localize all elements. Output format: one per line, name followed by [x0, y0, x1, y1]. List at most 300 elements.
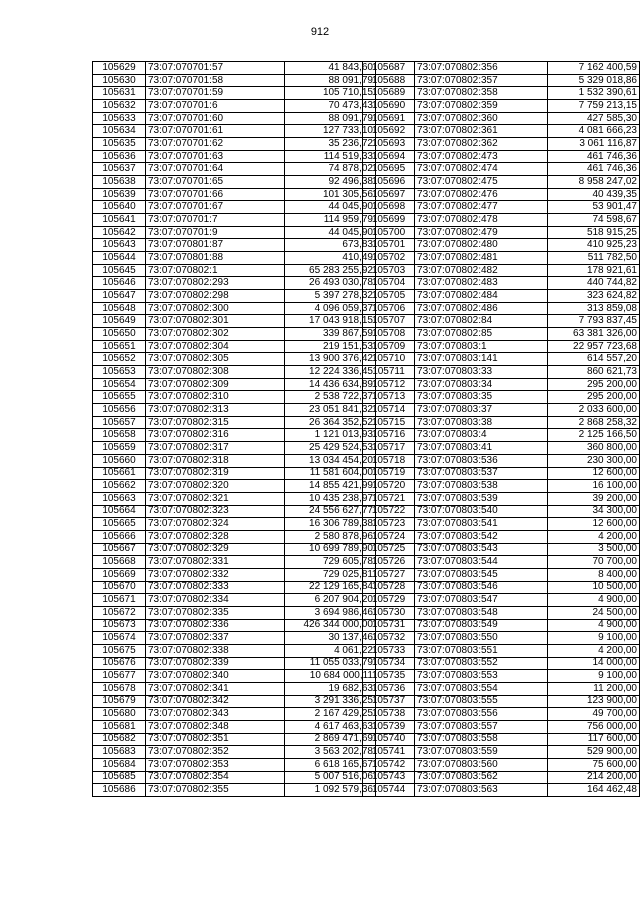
table-row	[93, 315, 376, 328]
table-row	[93, 340, 376, 353]
value-cell: 729 025,81	[285, 568, 376, 581]
table-row	[93, 176, 376, 189]
row-number-cell: 105663	[93, 492, 146, 505]
row-number-cell: 105639	[93, 188, 146, 201]
value-cell: 10 435 238,97	[285, 492, 376, 505]
table-row	[363, 163, 640, 176]
value-cell: 41 843,60	[285, 62, 376, 75]
value-cell: 4 617 463,63	[285, 720, 376, 733]
cadastral-number-cell: 73:07:070803:545	[415, 568, 548, 581]
value-cell: 105 710,15	[285, 87, 376, 100]
table-row	[363, 746, 640, 759]
row-number-cell: 105734	[363, 657, 415, 670]
value-cell: 410,49	[285, 252, 376, 265]
row-number-cell: 105728	[363, 581, 415, 594]
row-number-cell: 105738	[363, 708, 415, 721]
table-row	[363, 543, 640, 556]
value-cell: 3 500,00	[547, 543, 639, 556]
table-row	[93, 201, 376, 214]
cadastral-number-cell: 73:07:070802:338	[146, 644, 285, 657]
value-cell: 2 869 471,69	[285, 733, 376, 746]
value-cell: 461 746,36	[547, 163, 639, 176]
row-number-cell: 105635	[93, 138, 146, 151]
row-number-cell: 105691	[363, 112, 415, 125]
cadastral-number-cell: 73:07:070802:313	[146, 404, 285, 417]
cadastral-number-cell: 73:07:070803:563	[415, 784, 548, 797]
table-row	[363, 252, 640, 265]
table-row	[93, 682, 376, 695]
row-number-cell: 105653	[93, 366, 146, 379]
value-cell: 26 493 030,78	[285, 277, 376, 290]
table-row	[363, 454, 640, 467]
value-cell: 25 429 524,53	[285, 442, 376, 455]
row-number-cell: 105703	[363, 264, 415, 277]
row-number-cell: 105725	[363, 543, 415, 556]
cadastral-number-cell: 73:07:070802:310	[146, 391, 285, 404]
table-row	[363, 505, 640, 518]
cadastral-number-cell: 73:07:070802:334	[146, 594, 285, 607]
table-row	[363, 771, 640, 784]
cadastral-number-cell: 73:07:070802:351	[146, 733, 285, 746]
cadastral-number-cell: 73:07:070802:304	[146, 340, 285, 353]
row-number-cell: 105741	[363, 746, 415, 759]
cadastral-number-cell: 73:07:070803:543	[415, 543, 548, 556]
table-row	[363, 657, 640, 670]
value-cell: 34 300,00	[547, 505, 639, 518]
cadastral-number-cell: 73:07:070803:542	[415, 530, 548, 543]
cadastral-number-cell: 73:07:070802:333	[146, 581, 285, 594]
row-number-cell: 105678	[93, 682, 146, 695]
value-cell: 529 900,00	[547, 746, 639, 759]
row-number-cell: 105659	[93, 442, 146, 455]
cadastral-number-cell: 73:07:070802:478	[415, 214, 548, 227]
cadastral-number-cell: 73:07:070802:85	[415, 328, 548, 341]
value-cell: 65 283 255,92	[285, 264, 376, 277]
cadastral-number-cell: 73:07:070802:300	[146, 302, 285, 315]
right-table-body	[363, 62, 640, 797]
cadastral-number-cell: 73:07:070803:556	[415, 708, 548, 721]
cadastral-number-cell: 73:07:070802:475	[415, 176, 548, 189]
table-row	[363, 644, 640, 657]
table-row	[93, 556, 376, 569]
cadastral-number-cell: 73:07:070802:317	[146, 442, 285, 455]
cadastral-number-cell: 73:07:070802:309	[146, 378, 285, 391]
row-number-cell: 105632	[93, 100, 146, 113]
cadastral-number-cell: 73:07:070802:331	[146, 556, 285, 569]
table-row	[93, 733, 376, 746]
row-number-cell: 105650	[93, 328, 146, 341]
table-row	[363, 239, 640, 252]
table-row	[363, 556, 640, 569]
row-number-cell: 105705	[363, 290, 415, 303]
cadastral-number-cell: 73:07:070802:356	[415, 62, 548, 75]
table-row	[93, 695, 376, 708]
table-row	[363, 632, 640, 645]
row-number-cell: 105720	[363, 480, 415, 493]
value-cell: 23 051 841,32	[285, 404, 376, 417]
table-row	[363, 429, 640, 442]
value-cell: 101 305,56	[285, 188, 376, 201]
value-cell: 2 125 166,50	[547, 429, 639, 442]
cadastral-number-cell: 73:07:070802:343	[146, 708, 285, 721]
cadastral-number-cell: 73:07:070802:293	[146, 277, 285, 290]
value-cell: 2 538 722,37	[285, 391, 376, 404]
row-number-cell: 105649	[93, 315, 146, 328]
cadastral-number-cell: 73:07:070803:544	[415, 556, 548, 569]
row-number-cell: 105733	[363, 644, 415, 657]
table-row	[363, 176, 640, 189]
table-row	[93, 708, 376, 721]
row-number-cell: 105667	[93, 543, 146, 556]
value-cell: 10 684 000,11	[285, 670, 376, 683]
cadastral-number-cell: 73:07:070803:560	[415, 758, 548, 771]
cadastral-number-cell: 73:07:070802:361	[415, 125, 548, 138]
row-number-cell: 105736	[363, 682, 415, 695]
value-cell: 5 329 018,86	[547, 74, 639, 87]
row-number-cell: 105709	[363, 340, 415, 353]
cadastral-number-cell: 73:07:070802:332	[146, 568, 285, 581]
value-cell: 7 759 213,15	[547, 100, 639, 113]
row-number-cell: 105697	[363, 188, 415, 201]
table-row	[93, 150, 376, 163]
value-cell: 10 699 789,90	[285, 543, 376, 556]
cadastral-number-cell: 73:07:070803:549	[415, 619, 548, 632]
table-row	[93, 644, 376, 657]
row-number-cell: 105669	[93, 568, 146, 581]
cadastral-number-cell: 73:07:070803:4	[415, 429, 548, 442]
value-cell: 40 439,35	[547, 188, 639, 201]
cadastral-number-cell: 73:07:070803:562	[415, 771, 548, 784]
row-number-cell: 105730	[363, 606, 415, 619]
row-number-cell: 105655	[93, 391, 146, 404]
table-row	[93, 594, 376, 607]
value-cell: 117 600,00	[547, 733, 639, 746]
value-cell: 127 733,10	[285, 125, 376, 138]
value-cell: 323 624,82	[547, 290, 639, 303]
cadastral-number-cell: 73:07:070701:62	[146, 138, 285, 151]
row-number-cell: 105724	[363, 530, 415, 543]
table-row	[363, 150, 640, 163]
cadastral-number-cell: 73:07:070803:548	[415, 606, 548, 619]
table-row	[363, 201, 640, 214]
row-number-cell: 105708	[363, 328, 415, 341]
table-row	[363, 112, 640, 125]
table-row	[93, 214, 376, 227]
value-cell: 74 878,02	[285, 163, 376, 176]
value-cell: 24 556 627,77	[285, 505, 376, 518]
row-number-cell: 105629	[93, 62, 146, 75]
table-row	[93, 720, 376, 733]
row-number-cell: 105662	[93, 480, 146, 493]
row-number-cell: 105744	[363, 784, 415, 797]
row-number-cell: 105668	[93, 556, 146, 569]
value-cell: 860 621,73	[547, 366, 639, 379]
value-cell: 123 900,00	[547, 695, 639, 708]
value-cell: 16 306 789,38	[285, 518, 376, 531]
value-cell: 2 033 600,00	[547, 404, 639, 417]
row-number-cell: 105638	[93, 176, 146, 189]
value-cell: 3 694 986,46	[285, 606, 376, 619]
row-number-cell: 105666	[93, 530, 146, 543]
value-cell: 11 581 604,00	[285, 467, 376, 480]
table-row	[93, 87, 376, 100]
value-cell: 44 045,90	[285, 226, 376, 239]
row-number-cell: 105677	[93, 670, 146, 683]
cadastral-number-cell: 73:07:070803:559	[415, 746, 548, 759]
cadastral-number-cell: 73:07:070701:63	[146, 150, 285, 163]
row-number-cell: 105686	[93, 784, 146, 797]
table-row	[93, 442, 376, 455]
value-cell: 219 151,53	[285, 340, 376, 353]
value-cell: 11 200,00	[547, 682, 639, 695]
row-number-cell: 105692	[363, 125, 415, 138]
row-number-cell: 105688	[363, 74, 415, 87]
row-number-cell: 105699	[363, 214, 415, 227]
table-row	[93, 480, 376, 493]
table-row	[363, 62, 640, 75]
value-cell: 426 344 000,00	[285, 619, 376, 632]
row-number-cell: 105652	[93, 353, 146, 366]
cadastral-number-cell: 73:07:070701:66	[146, 188, 285, 201]
value-cell: 114 959,79	[285, 214, 376, 227]
cadastral-number-cell: 73:07:070701:64	[146, 163, 285, 176]
row-number-cell: 105682	[93, 733, 146, 746]
cadastral-number-cell: 73:07:070802:308	[146, 366, 285, 379]
value-cell: 12 600,00	[547, 467, 639, 480]
value-cell: 2 167 429,25	[285, 708, 376, 721]
row-number-cell: 105706	[363, 302, 415, 315]
cadastral-number-cell: 73:07:070802:1	[146, 264, 285, 277]
value-cell: 4 200,00	[547, 530, 639, 543]
cadastral-number-cell: 73:07:070803:539	[415, 492, 548, 505]
table-row	[363, 302, 640, 315]
cadastral-number-cell: 73:07:070802:486	[415, 302, 548, 315]
cadastral-number-cell: 73:07:070802:348	[146, 720, 285, 733]
value-cell: 511 782,50	[547, 252, 639, 265]
value-cell: 14 436 634,89	[285, 378, 376, 391]
cadastral-number-cell: 73:07:070802:476	[415, 188, 548, 201]
cadastral-number-cell: 73:07:070802:84	[415, 315, 548, 328]
table-row	[363, 733, 640, 746]
table-row	[93, 188, 376, 201]
row-number-cell: 105722	[363, 505, 415, 518]
cadastral-number-cell: 73:07:070803:551	[415, 644, 548, 657]
row-number-cell: 105701	[363, 239, 415, 252]
value-cell: 360 800,00	[547, 442, 639, 455]
cadastral-number-cell: 73:07:070802:305	[146, 353, 285, 366]
row-number-cell: 105731	[363, 619, 415, 632]
row-number-cell: 105661	[93, 467, 146, 480]
table-row	[93, 62, 376, 75]
cadastral-number-cell: 73:07:070801:87	[146, 239, 285, 252]
cadastral-number-cell: 73:07:070701:65	[146, 176, 285, 189]
table-row	[363, 758, 640, 771]
value-cell: 2 580 878,96	[285, 530, 376, 543]
cadastral-number-cell: 73:07:070802:473	[415, 150, 548, 163]
value-cell: 7 793 837,45	[547, 315, 639, 328]
value-cell: 4 900,00	[547, 594, 639, 607]
value-cell: 427 585,30	[547, 112, 639, 125]
cadastral-number-cell: 73:07:070801:88	[146, 252, 285, 265]
value-cell: 88 091,79	[285, 112, 376, 125]
row-number-cell: 105689	[363, 87, 415, 100]
row-number-cell: 105711	[363, 366, 415, 379]
table-row	[93, 758, 376, 771]
value-cell: 6 207 904,20	[285, 594, 376, 607]
row-number-cell: 105633	[93, 112, 146, 125]
value-cell: 178 921,61	[547, 264, 639, 277]
table-row	[363, 378, 640, 391]
cadastral-number-cell: 73:07:070802:355	[146, 784, 285, 797]
value-cell: 30 137,46	[285, 632, 376, 645]
cadastral-number-cell: 73:07:070802:298	[146, 290, 285, 303]
cadastral-number-cell: 73:07:070701:9	[146, 226, 285, 239]
row-number-cell: 105642	[93, 226, 146, 239]
cadastral-number-cell: 73:07:070803:141	[415, 353, 548, 366]
value-cell: 3 291 336,25	[285, 695, 376, 708]
table-row	[363, 74, 640, 87]
table-row	[93, 416, 376, 429]
value-cell: 9 100,00	[547, 632, 639, 645]
table-row	[93, 530, 376, 543]
table-row	[93, 290, 376, 303]
value-cell: 295 200,00	[547, 378, 639, 391]
table-row	[93, 252, 376, 265]
cadastral-number-cell: 73:07:070802:480	[415, 239, 548, 252]
cadastral-number-cell: 73:07:070802:481	[415, 252, 548, 265]
table-row	[363, 315, 640, 328]
row-number-cell: 105693	[363, 138, 415, 151]
cadastral-number-cell: 73:07:070802:341	[146, 682, 285, 695]
cadastral-number-cell: 73:07:070802:479	[415, 226, 548, 239]
row-number-cell: 105721	[363, 492, 415, 505]
value-cell: 16 100,00	[547, 480, 639, 493]
cadastral-number-cell: 73:07:070802:301	[146, 315, 285, 328]
table-row	[363, 277, 640, 290]
value-cell: 4 096 059,37	[285, 302, 376, 315]
cadastral-number-cell: 73:07:070803:553	[415, 670, 548, 683]
value-cell: 3 061 116,87	[547, 138, 639, 151]
row-number-cell: 105739	[363, 720, 415, 733]
cadastral-number-cell: 73:07:070802:337	[146, 632, 285, 645]
cadastral-number-cell: 73:07:070701:6	[146, 100, 285, 113]
row-number-cell: 105696	[363, 176, 415, 189]
cadastral-number-cell: 73:07:070803:37	[415, 404, 548, 417]
row-number-cell: 105645	[93, 264, 146, 277]
value-cell: 74 598,67	[547, 214, 639, 227]
value-cell: 13 900 376,42	[285, 353, 376, 366]
table-row	[93, 138, 376, 151]
row-number-cell: 105684	[93, 758, 146, 771]
value-cell: 614 557,20	[547, 353, 639, 366]
value-cell: 44 045,90	[285, 201, 376, 214]
table-row	[93, 302, 376, 315]
table-row	[363, 214, 640, 227]
value-cell: 1 121 013,93	[285, 429, 376, 442]
cadastral-number-cell: 73:07:070803:537	[415, 467, 548, 480]
table-row	[363, 416, 640, 429]
row-number-cell: 105685	[93, 771, 146, 784]
cadastral-number-cell: 73:07:070802:339	[146, 657, 285, 670]
row-number-cell: 105675	[93, 644, 146, 657]
cadastral-number-cell: 73:07:070802:354	[146, 771, 285, 784]
value-cell: 75 600,00	[547, 758, 639, 771]
value-cell: 53 901,47	[547, 201, 639, 214]
table-row	[93, 226, 376, 239]
row-number-cell: 105636	[93, 150, 146, 163]
table-row	[93, 454, 376, 467]
value-cell: 12 600,00	[547, 518, 639, 531]
cadastral-number-cell: 73:07:070802:358	[415, 87, 548, 100]
table-row	[363, 328, 640, 341]
cadastral-number-cell: 73:07:070701:58	[146, 74, 285, 87]
row-number-cell: 105716	[363, 429, 415, 442]
table-row	[363, 467, 640, 480]
table-row	[93, 632, 376, 645]
table-row	[93, 112, 376, 125]
cadastral-number-cell: 73:07:070802:329	[146, 543, 285, 556]
row-number-cell: 105727	[363, 568, 415, 581]
value-cell: 461 746,36	[547, 150, 639, 163]
value-cell: 518 915,25	[547, 226, 639, 239]
table-row	[93, 619, 376, 632]
table-row	[93, 606, 376, 619]
value-cell: 2 868 258,32	[547, 416, 639, 429]
value-cell: 410 925,23	[547, 239, 639, 252]
table-row	[93, 353, 376, 366]
row-number-cell: 105670	[93, 581, 146, 594]
row-number-cell: 105656	[93, 404, 146, 417]
table-row	[93, 568, 376, 581]
cadastral-number-cell: 73:07:070802:315	[146, 416, 285, 429]
value-cell: 92 496,38	[285, 176, 376, 189]
table-row	[363, 87, 640, 100]
table-row	[93, 264, 376, 277]
table-row	[363, 581, 640, 594]
table-row	[93, 125, 376, 138]
table-row	[93, 366, 376, 379]
table-row	[93, 378, 376, 391]
table-row	[93, 100, 376, 113]
row-number-cell: 105710	[363, 353, 415, 366]
row-number-cell: 105729	[363, 594, 415, 607]
value-cell: 214 200,00	[547, 771, 639, 784]
cadastral-number-cell: 73:07:070802:352	[146, 746, 285, 759]
table-row	[363, 138, 640, 151]
table-row	[93, 543, 376, 556]
cadastral-number-cell: 73:07:070803:541	[415, 518, 548, 531]
left-register-table	[92, 61, 376, 797]
table-row	[363, 492, 640, 505]
value-cell: 6 618 165,67	[285, 758, 376, 771]
cadastral-number-cell: 73:07:070802:318	[146, 454, 285, 467]
row-number-cell: 105726	[363, 556, 415, 569]
table-row	[93, 391, 376, 404]
cadastral-number-cell: 73:07:070803:552	[415, 657, 548, 670]
value-cell: 35 236,72	[285, 138, 376, 151]
value-cell: 13 034 454,20	[285, 454, 376, 467]
row-number-cell: 105676	[93, 657, 146, 670]
row-number-cell: 105660	[93, 454, 146, 467]
row-number-cell: 105631	[93, 87, 146, 100]
row-number-cell: 105644	[93, 252, 146, 265]
table-row	[93, 657, 376, 670]
table-row	[363, 226, 640, 239]
row-number-cell: 105740	[363, 733, 415, 746]
table-row	[363, 290, 640, 303]
value-cell: 14 000,00	[547, 657, 639, 670]
row-number-cell: 105651	[93, 340, 146, 353]
